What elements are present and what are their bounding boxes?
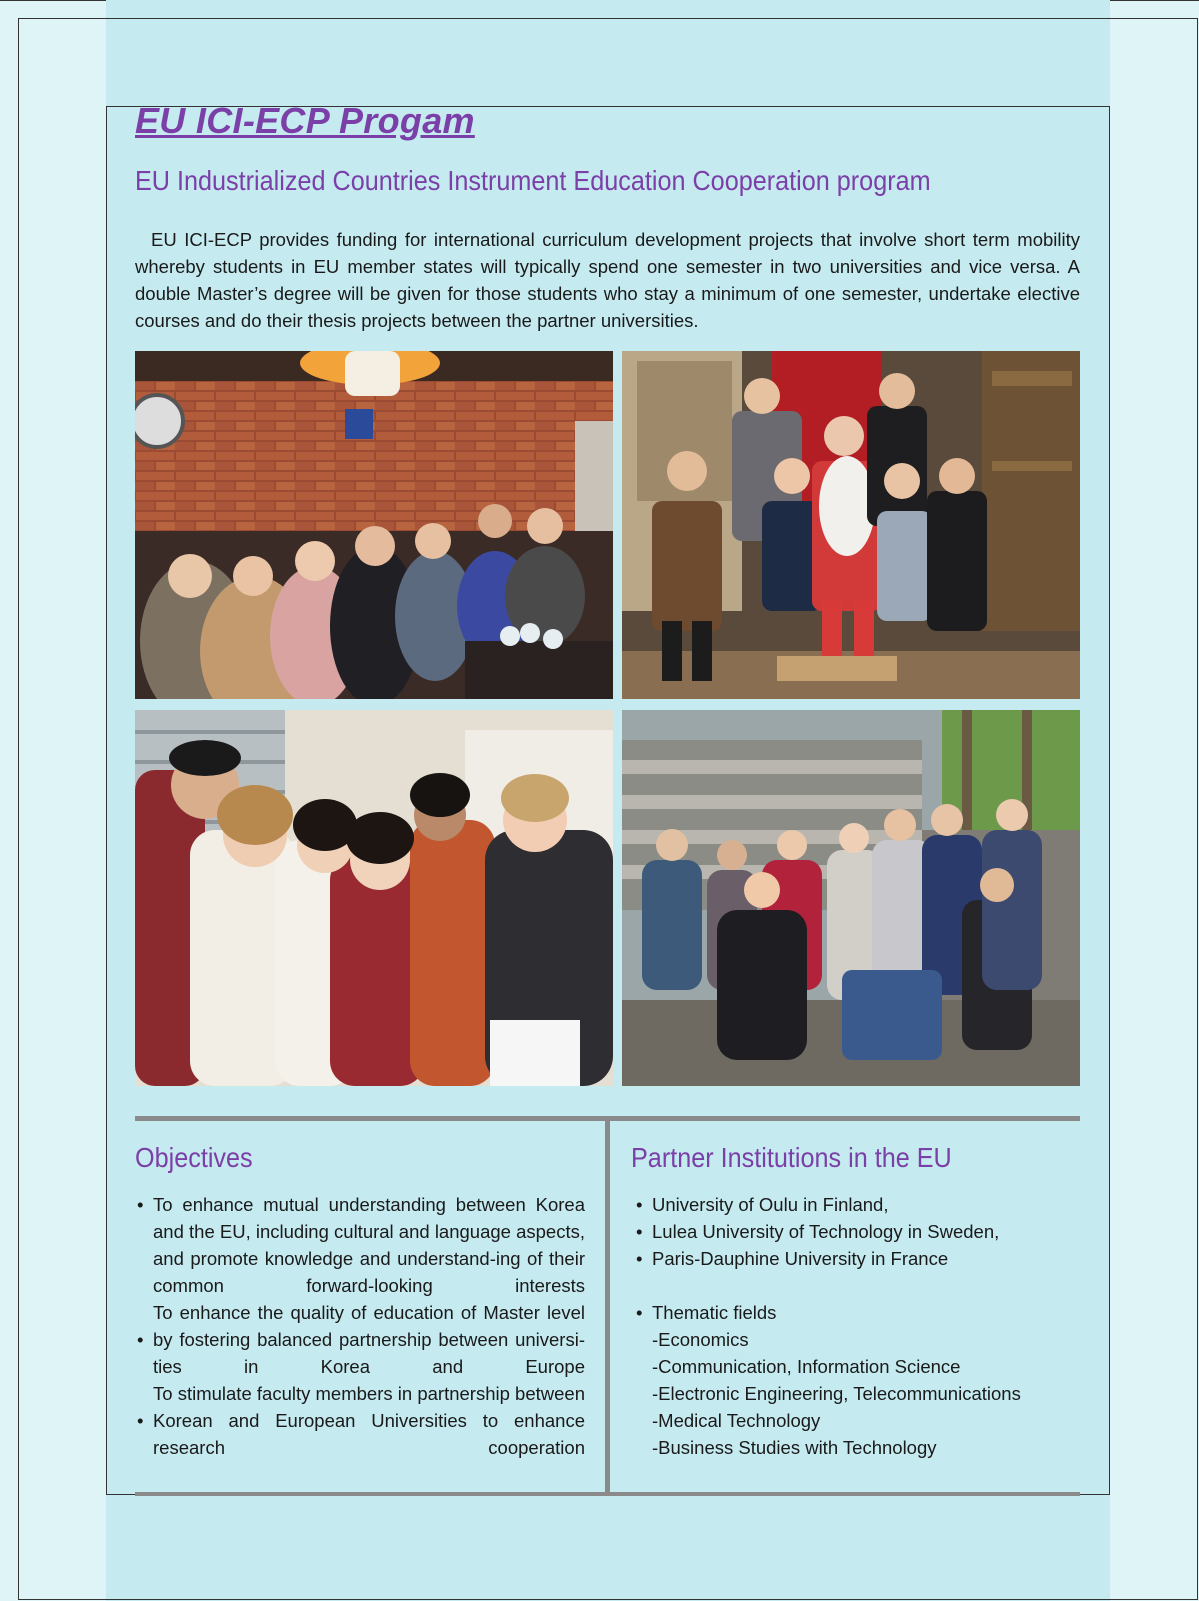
partners-title: Partner Institutions in the EU bbox=[631, 1142, 952, 1173]
thematic-field-item: -Economics bbox=[652, 1329, 749, 1350]
photo-indoor-group bbox=[135, 710, 613, 1086]
thematic-fields-list bbox=[636, 1299, 1021, 1461]
objective-item: • To enhance mutual understanding between Korea and the EU, including cultural and language aspects, and promote knowledge and understand-ing of their common forward-looking interests bbox=[135, 1191, 585, 1299]
objective-item: • To stimulate faculty members in partnership between Korean and European Universities to enhance research cooperation bbox=[135, 1380, 585, 1461]
page-subtitle: EU Industrialized Countries Instrument Education Cooperation program bbox=[135, 165, 931, 196]
section-divider-bottom bbox=[135, 1492, 1080, 1496]
objectives-title: Objectives bbox=[135, 1142, 253, 1173]
photo-restaurant-group bbox=[135, 351, 613, 699]
partners-list bbox=[636, 1191, 999, 1272]
partner-item: • Lulea University of Technology in Sweden, bbox=[636, 1218, 999, 1245]
objectives-list bbox=[135, 1191, 585, 1461]
thematic-field-item: -Communication, Information Science bbox=[652, 1356, 961, 1377]
thematic-fields-title: • Thematic fields bbox=[636, 1299, 1021, 1326]
thematic-field-item: -Electronic Engineering, Telecommunications bbox=[652, 1383, 1021, 1404]
photo-santa-group bbox=[622, 351, 1080, 699]
intro-paragraph: EU ICI-ECP provides funding for international curriculum development projects that involve short term mobility whereby students in EU member states will typically spend one semester in two universities and vice versa. A double Master’s degree will be given for those students who stay a minimum of one semester, undertake elective courses and do their thesis projects between the partner universities. bbox=[135, 229, 1080, 331]
column-divider bbox=[605, 1121, 610, 1492]
objective-item: • To enhance the quality of education of Master level by fostering balanced partnership between universi-ties in Korea and Europe bbox=[135, 1299, 585, 1380]
thematic-field-item: -Business Studies with Technology bbox=[652, 1437, 937, 1458]
thematic-field-item: -Medical Technology bbox=[652, 1410, 821, 1431]
partner-item: • Paris-Dauphine University in France bbox=[636, 1245, 999, 1272]
photo-outdoor-group bbox=[622, 710, 1080, 1086]
partner-item: • University of Oulu in Finland, bbox=[636, 1191, 999, 1218]
page-title: EU ICI-ECP Progam bbox=[135, 100, 475, 141]
